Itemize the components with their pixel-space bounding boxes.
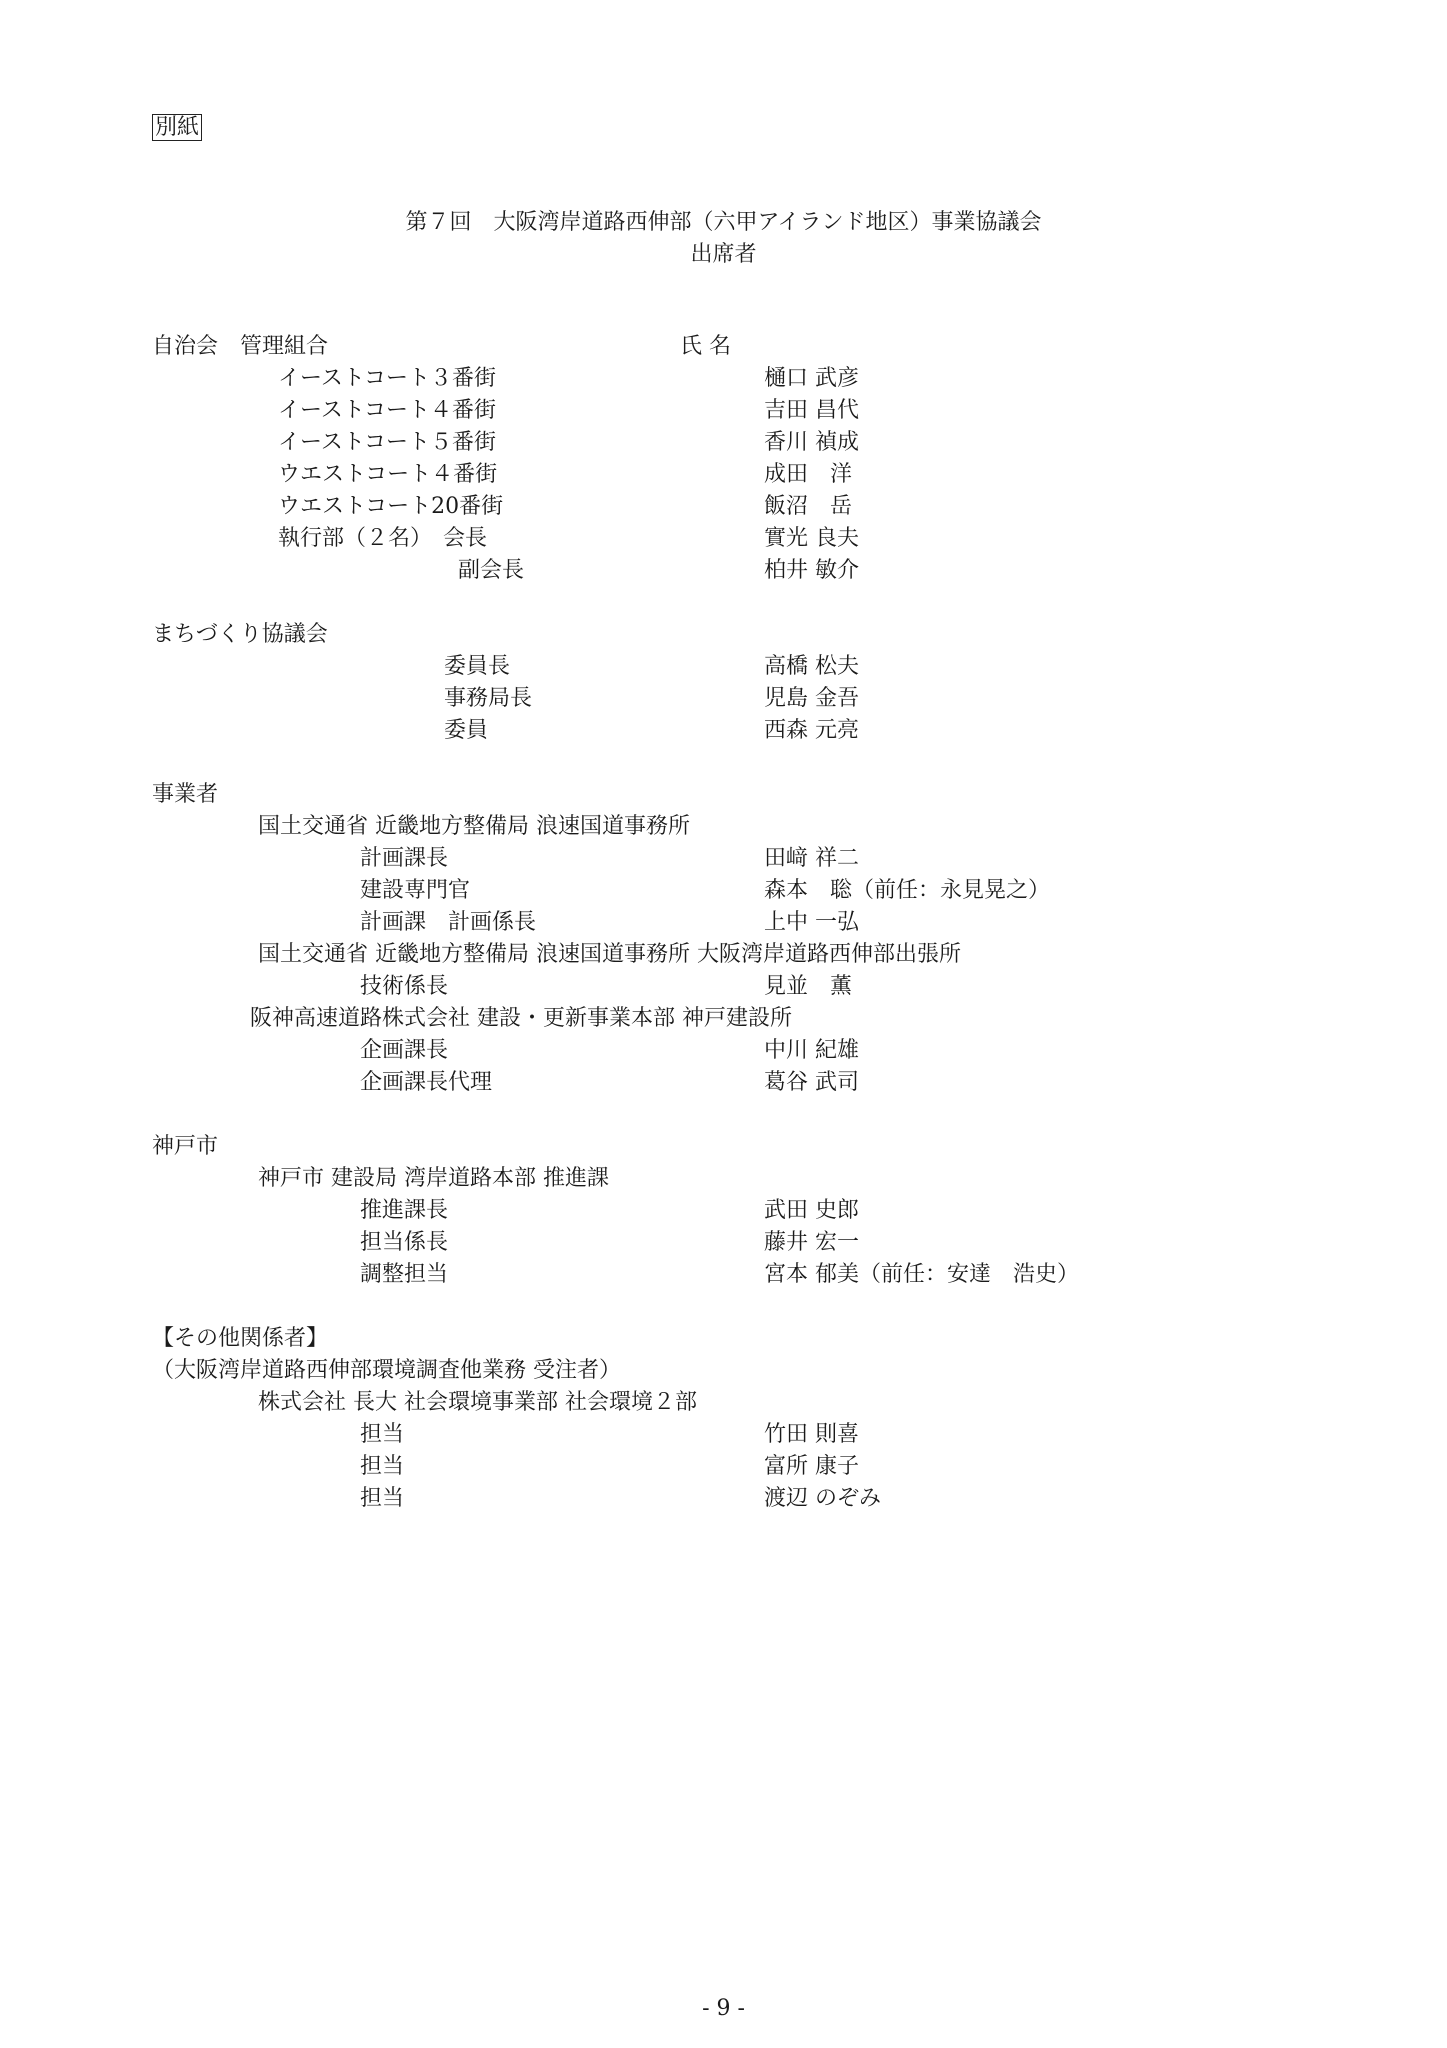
role-label: 事務局長 (444, 686, 533, 711)
role-label: 副会長 (458, 558, 525, 583)
role-label: 担当 (360, 1486, 405, 1511)
section-subheading: （大阪湾岸道路西伸部環境調査他業務 受注者） (152, 1358, 621, 1383)
role-label: 委員長 (444, 654, 511, 679)
attendee-name: 富所 康子 (764, 1454, 859, 1479)
role-label: イーストコート４番街 (278, 398, 497, 423)
role-label: 担当 (360, 1422, 405, 1447)
role-label: 執行部（２名） 会長 (278, 526, 488, 551)
attendee-name: 西森 元亮 (764, 718, 859, 743)
role-label: ウエストコート20番街 (278, 494, 504, 519)
attendee-name: 實光 良夫 (764, 526, 859, 551)
attendee-name: 渡辺 のぞみ (764, 1486, 881, 1511)
role-label: 建設専門官 (360, 878, 471, 903)
attendee-name: 藤井 宏一 (764, 1230, 859, 1255)
attendee-name: 高橋 松夫 (764, 654, 859, 679)
attendee-name: 飯沼 岳 (764, 494, 853, 519)
attendee-name: 武田 史郎 (764, 1198, 859, 1223)
role-label: イーストコート５番街 (278, 430, 497, 455)
role-label: 担当係長 (360, 1230, 449, 1255)
attendee-name: 樋口 武彦 (764, 366, 859, 391)
role-label: 企画課長代理 (360, 1070, 493, 1095)
attendee-name: 見並 薫 (764, 974, 853, 999)
organization-name: 国土交通省 近畿地方整備局 浪速国道事務所 大阪湾岸道路西伸部出張所 (258, 942, 961, 967)
document-subtitle: 出席者 (690, 242, 757, 267)
attendee-name: 児島 金吾 (764, 686, 859, 711)
role-label: 計画課長 (360, 846, 449, 871)
attendee-name: 成田 洋 (764, 462, 853, 487)
role-label: 担当 (360, 1454, 405, 1479)
role-label: 調整担当 (360, 1262, 449, 1287)
role-label: ウエストコート４番街 (278, 462, 498, 487)
attachment-label: 別紙 (152, 114, 202, 141)
attendee-name: 宮本 郁美（前任：安達 浩史） (764, 1262, 1079, 1287)
section-heading-jigyosha: 事業者 (152, 782, 219, 807)
attendee-name: 吉田 昌代 (764, 398, 859, 423)
attendee-name: 葛谷 武司 (764, 1070, 859, 1095)
role-label: イーストコート３番街 (278, 366, 497, 391)
section-heading-jichikai: 自治会 管理組合 (152, 334, 329, 359)
organization-name: 神戸市 建設局 湾岸道路本部 推進課 (258, 1166, 609, 1191)
attendee-name: 中川 紀雄 (764, 1038, 859, 1063)
section-heading-kobe: 神戸市 (152, 1134, 219, 1159)
role-label: 委員 (444, 718, 489, 743)
name-column-header: 氏 名 (680, 334, 731, 359)
section-heading-others: 【その他関係者】 (152, 1326, 329, 1351)
attendee-name: 森本 聡（前任：永見晃之） (764, 878, 1051, 903)
organization-name: 株式会社 長大 社会環境事業部 社会環境２部 (258, 1390, 697, 1415)
role-label: 企画課長 (360, 1038, 449, 1063)
page-number: - 9 - (702, 1996, 745, 2021)
role-label: 推進課長 (360, 1198, 449, 1223)
section-heading-machizukuri: まちづくり協議会 (152, 622, 328, 647)
organization-name: 阪神高速道路株式会社 建設・更新事業本部 神戸建設所 (250, 1006, 792, 1031)
document-title: 第７回 大阪湾岸道路西伸部（六甲アイランド地区）事業協議会 (405, 210, 1042, 235)
organization-name: 国土交通省 近畿地方整備局 浪速国道事務所 (258, 814, 690, 839)
role-label: 計画課 計画係長 (360, 910, 537, 935)
attendee-name: 田﨑 祥二 (764, 846, 859, 871)
attendee-name: 上中 一弘 (764, 910, 859, 935)
attendee-name: 竹田 則喜 (764, 1422, 859, 1447)
role-label: 技術係長 (360, 974, 449, 999)
attendee-name: 香川 禎成 (764, 430, 859, 455)
attendee-name: 柏井 敏介 (764, 558, 859, 583)
